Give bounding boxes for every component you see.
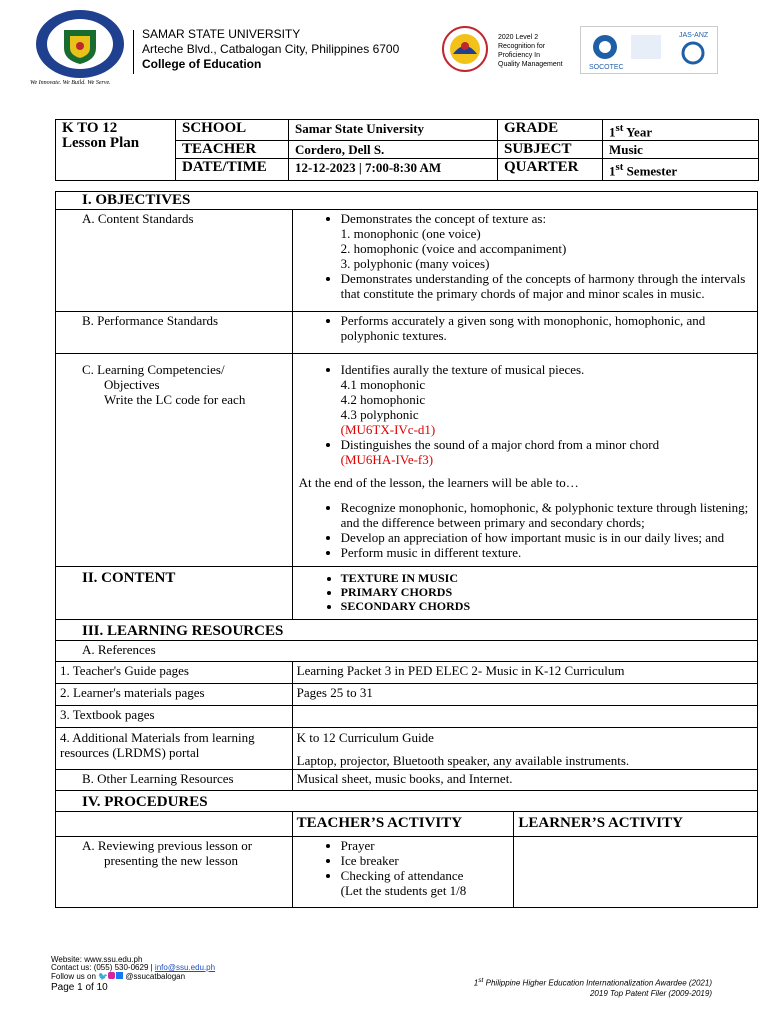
pqa-line-2: Recognition for xyxy=(498,43,546,50)
additional-material-line: K to 12 Curriculum Guide xyxy=(296,730,434,745)
footer-follow-label: Follow us on xyxy=(51,972,96,981)
socotec-label: SOCOTEC xyxy=(589,64,624,71)
university-motto: We Innovate. We Build. We Serve. xyxy=(30,80,111,86)
footer-email-link[interactable]: info@ssu.edu.ph xyxy=(154,963,216,972)
pqa-line-1: 2020 Level 2 xyxy=(498,34,539,41)
bullet-text: Demonstrates the concept of texture as: xyxy=(340,211,547,226)
additional-materials-value xyxy=(292,728,757,770)
university-info xyxy=(142,27,399,72)
quarter-sup: st xyxy=(615,161,624,174)
content-standards-label: A. Content Standards xyxy=(56,210,293,312)
page-number: Page 1 of 10 xyxy=(51,982,108,993)
quarter-num: 1 xyxy=(609,163,616,179)
award-num: 1 xyxy=(473,978,479,988)
learners-materials-value: Pages 25 to 31 xyxy=(292,684,757,706)
additional-materials-label: 4. Additional Materials from learning resources (LRDMS) portal xyxy=(56,728,293,770)
resources-heading: III. LEARNING RESOURCES xyxy=(56,620,758,641)
subject-label: SUBJECT xyxy=(498,141,603,159)
school-label: SCHOOL xyxy=(176,120,289,141)
list-item: • Performs accurately a given song with monophonic, homophonic, and polyphonic textures. xyxy=(341,313,753,343)
header-divider xyxy=(133,30,134,74)
footer-phone: Contact us: (055) 530-0629 | xyxy=(51,963,155,972)
university-address: Arteche Blvd., Catbalogan City, Philippines 6700 xyxy=(142,42,400,56)
texture-item: 2. homophonic (voice and accompaniment) xyxy=(340,241,567,256)
textbook-label: 3. Textbook pages xyxy=(56,706,293,728)
other-resources-value: Musical sheet, music books, and Internet. xyxy=(292,770,757,791)
grade-sup: st xyxy=(615,122,624,134)
lesson-plan-cell xyxy=(56,120,176,181)
list-item: • Perform music in different texture. xyxy=(341,545,753,560)
k12-label: K TO 12 xyxy=(62,120,118,136)
subject-value: Music xyxy=(603,141,759,159)
procedures-blank-cell xyxy=(56,812,293,837)
performance-standards-value xyxy=(292,312,757,354)
content-list xyxy=(292,567,757,620)
lc-label-line: Objectives xyxy=(104,377,160,392)
school-value: Samar State University xyxy=(289,120,498,141)
twitter-icon[interactable]: 🐦 xyxy=(98,972,109,981)
award-rest: Philippine Higher Education Internationalization Awardee (2021) xyxy=(483,978,712,988)
texture-item: 3. polyphonic (many voices) xyxy=(340,256,490,271)
grade-num: 1 xyxy=(609,124,616,140)
bullet-text: Checking of attendance xyxy=(340,868,464,883)
list-item xyxy=(341,362,753,437)
reviewing-teacher-activity xyxy=(292,837,514,908)
teachers-guide-label: 1. Teacher's Guide pages xyxy=(56,662,293,684)
learners-materials-label: 2. Learner's materials pages xyxy=(56,684,293,706)
lesson-plan-label: Lesson Plan xyxy=(62,135,140,151)
objectives-intro: At the end of the lesson, the learners will be able to… xyxy=(298,475,579,490)
datetime-value: 12-12-2023 | 7:00-8:30 AM xyxy=(289,159,498,180)
grade-value xyxy=(603,120,759,141)
activity-note: (Let the students get 1/8 xyxy=(340,883,467,898)
reviewing-learner-activity xyxy=(514,837,758,908)
footer-website: Website: www.ssu.edu.ph xyxy=(51,955,143,964)
bullet-text: Distinguishes the sound of a major chord from a minor chord xyxy=(340,437,660,452)
facebook-icon[interactable] xyxy=(116,972,123,979)
quarter-value xyxy=(603,159,759,180)
content-standards-value xyxy=(292,210,757,312)
university-seal-logo xyxy=(34,8,126,80)
other-resources-label: B. Other Learning Resources xyxy=(56,770,293,791)
quarter-rest: Semester xyxy=(623,163,678,179)
teachers-guide-value: Learning Packet 3 in PED ELEC 2- Music in K-12 Curriculum xyxy=(292,662,757,684)
list-item xyxy=(341,437,753,467)
patent-line: 2019 Top Patent Filer (2009-2019) xyxy=(589,988,712,998)
lc-label-line: C. Learning Competencies/ xyxy=(82,362,225,377)
procedures-heading: IV. PROCEDURES xyxy=(56,791,758,812)
learning-competencies-label xyxy=(56,354,293,567)
pqa-line-4: Quality Management xyxy=(498,61,563,68)
lc-code: (MU6TX-IVc-d1) xyxy=(340,422,436,437)
quarter-label: QUARTER xyxy=(498,159,603,180)
lc-code: (MU6HA-IVe-f3) xyxy=(340,452,434,467)
textbook-value xyxy=(292,706,757,728)
grade-label: GRADE xyxy=(498,120,603,141)
list-item xyxy=(341,868,510,898)
list-item: • Demonstrates understanding of the concepts of harmony through the intervals that constitute the primary chords of major and minor scales in music. xyxy=(341,271,753,301)
university-name: SAMAR STATE UNIVERSITY xyxy=(142,27,301,41)
list-item: • PRIMARY CHORDS xyxy=(341,585,753,599)
teacher-value: Cordero, Dell S. xyxy=(289,141,498,159)
datetime-label: DATE/TIME xyxy=(176,159,289,180)
award-sup: st xyxy=(478,977,484,984)
teacher-activity-heading: TEACHER’S ACTIVITY xyxy=(292,812,514,837)
footer-social-handle: @ssucatbalogan xyxy=(125,972,186,981)
bullet-text: Identifies aurally the texture of musical pieces. xyxy=(340,362,585,377)
certification-logos xyxy=(580,26,718,74)
footer-social-line xyxy=(51,972,215,981)
footer-contact xyxy=(51,956,215,992)
list-item: • Develop an appreciation of how important music is in our daily lives; and xyxy=(341,530,753,545)
texture-item: 4.2 homophonic xyxy=(340,392,426,407)
teacher-label: TEACHER xyxy=(176,141,289,159)
content-heading: II. CONTENT xyxy=(56,567,293,620)
footer-contact-line xyxy=(51,964,215,972)
texture-item: 1. monophonic (one voice) xyxy=(340,226,481,241)
jasanz-label: JAS-ANZ xyxy=(679,32,709,39)
performance-standards-label: B. Performance Standards xyxy=(56,312,293,354)
lesson-info-table xyxy=(55,119,759,181)
footer-awards xyxy=(474,976,712,999)
review-label-line: A. Reviewing previous lesson or xyxy=(82,838,253,853)
pqa-award-text xyxy=(498,33,563,69)
objectives-heading: I. OBJECTIVES xyxy=(56,192,758,210)
list-item: • Recognize monophonic, homophonic, & polyphonic texture through listening; and the difference between primary and secondary chords; xyxy=(341,500,753,530)
texture-item: 4.3 polyphonic xyxy=(340,407,419,422)
college-name: College of Education xyxy=(142,57,262,71)
texture-item: 4.1 monophonic xyxy=(340,377,426,392)
award-line xyxy=(474,976,712,989)
list-item xyxy=(341,211,753,271)
grade-rest: Year xyxy=(623,124,653,140)
lesson-plan-table xyxy=(55,191,758,908)
references-label: A. References xyxy=(56,641,758,662)
list-item: • SECONDARY CHORDS xyxy=(341,599,753,613)
additional-material-line: Laptop, projector, Bluetooth speaker, any available instruments. xyxy=(296,753,630,768)
learning-competencies-value xyxy=(292,354,757,567)
lc-label-line: Write the LC code for each xyxy=(104,392,246,407)
instagram-icon[interactable] xyxy=(108,972,115,979)
learner-activity-heading: LEARNER’S ACTIVITY xyxy=(514,812,758,837)
list-item: • Prayer xyxy=(341,838,510,853)
reviewing-lesson-label xyxy=(56,837,293,908)
pqa-line-3: Proficiency In xyxy=(498,52,541,59)
pqa-award-logo xyxy=(435,26,495,72)
list-item: • TEXTURE IN MUSIC xyxy=(341,571,753,585)
review-label-line: presenting the new lesson xyxy=(104,853,238,868)
list-item: • Ice breaker xyxy=(341,853,510,868)
